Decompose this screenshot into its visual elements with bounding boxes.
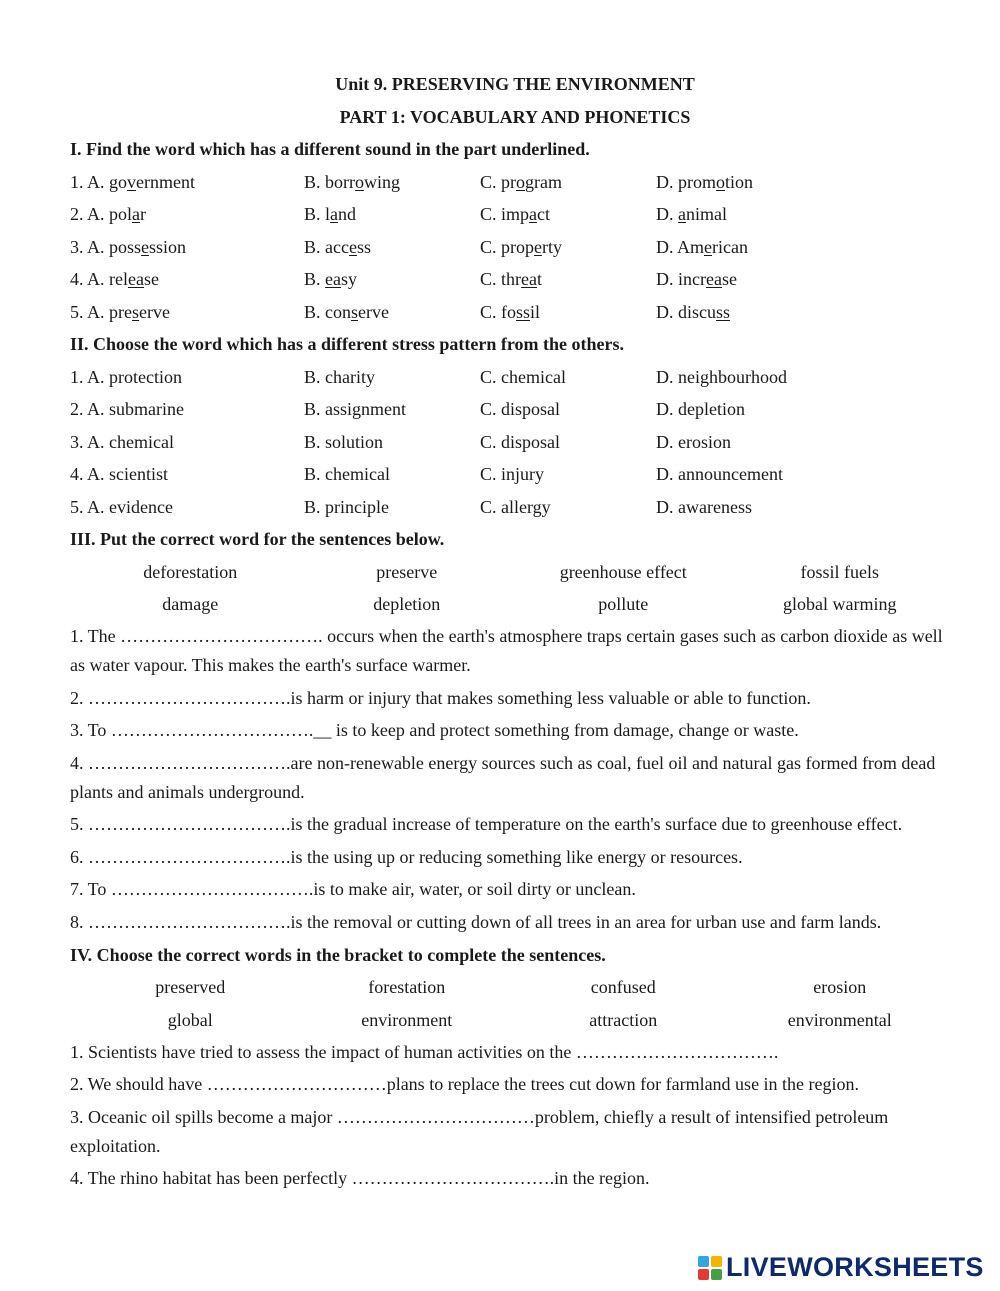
answer-option[interactable] <box>480 263 656 296</box>
option-text: B. acc <box>304 236 349 257</box>
answer-option[interactable]: 3. A. chemical <box>70 431 174 452</box>
logo-squares-icon <box>698 1256 722 1280</box>
answer-option[interactable]: D. announcement <box>656 464 783 484</box>
option-text: tion <box>725 171 754 192</box>
underlined-part: o <box>716 171 725 192</box>
section-3-word-bank <box>70 556 960 621</box>
answer-option[interactable]: 2. A. submarine <box>70 399 184 419</box>
fill-in-sentence[interactable]: 8. …………………………….is the removal or cutting down of all trees in an area for urban use and farm lands. <box>70 911 882 932</box>
word-bank-row <box>82 556 948 589</box>
answer-option[interactable] <box>70 198 304 231</box>
word-bank-row <box>82 1004 948 1037</box>
answer-option[interactable] <box>304 296 480 329</box>
liveworksheets-logo <box>698 1252 984 1283</box>
option-text: C. pr <box>480 171 516 192</box>
underlined-part: v <box>127 171 137 192</box>
answer-option[interactable]: B. principle <box>304 496 389 517</box>
fill-in-sentence[interactable]: 2. We should have …………………………plans to replace the trees cut down for farmland use in the region. <box>70 1074 860 1095</box>
word-bank-row <box>82 971 948 1004</box>
word-bank-item: preserve <box>376 561 438 582</box>
worksheet-title: Unit 9. PRESERVING THE ENVIRONMENT <box>335 74 695 94</box>
option-text: C. imp <box>480 204 530 224</box>
worksheet-subtitle: PART 1: VOCABULARY AND PHONETICS <box>339 106 691 127</box>
fill-in-sentence[interactable]: 4. The rhino habitat has been perfectly …………………………….in the region. <box>70 1168 650 1189</box>
fill-in-sentence[interactable]: 3. To …………………………….__ is to keep and protect something from damage, change or waste. <box>70 720 799 741</box>
option-text: D. Am <box>656 236 705 257</box>
section-4-word-bank <box>70 971 960 1036</box>
fill-in-sentence[interactable]: 7. To …………………………….is to make air, water, or soil dirty or unclean. <box>70 879 636 900</box>
option-text: ssion <box>149 236 187 257</box>
word-bank-item: fossil fuels <box>800 561 879 582</box>
underlined-part: e <box>534 236 542 257</box>
answer-option[interactable]: C. disposal <box>480 431 561 452</box>
underlined-part: e <box>141 236 150 257</box>
option-text: 2. A. pol <box>70 204 133 224</box>
word-bank-row <box>82 588 948 621</box>
word-bank-item: greenhouse effect <box>559 561 687 582</box>
option-text: ernment <box>136 171 195 192</box>
question-row <box>70 361 960 394</box>
option-text: B. con <box>304 301 351 322</box>
fill-in-sentence[interactable]: 5. …………………………….is the gradual increase of temperature on the earth's surface due to greenhouse effect. <box>70 814 903 835</box>
answer-option[interactable] <box>656 263 960 296</box>
underlined-part: a <box>678 204 686 224</box>
underlined-part: s <box>351 301 359 322</box>
option-text: il <box>530 301 541 322</box>
option-text: nimal <box>686 204 727 224</box>
section-2-questions <box>70 361 960 524</box>
option-text: D. <box>656 204 678 224</box>
underlined-part: ea <box>705 269 722 289</box>
answer-option[interactable] <box>656 231 960 264</box>
fill-in-sentence[interactable]: 1. The ……………………………. occurs when the earth's atmosphere traps certain gases such as carbon dioxide as well as water vapour. This makes the earth's surface warmer. <box>70 626 943 676</box>
word-bank-item: erosion <box>813 977 867 997</box>
option-text: C. prop <box>480 236 534 257</box>
fill-in-sentence[interactable]: 1. Scientists have tried to assess the impact of human activities on the ……………………………. <box>70 1041 779 1062</box>
section-4-heading: IV. Choose the correct words in the bracket to complete the sentences. <box>70 944 606 965</box>
question-row <box>70 296 960 329</box>
answer-option[interactable]: C. disposal <box>480 399 561 419</box>
answer-option[interactable] <box>480 166 656 199</box>
underlined-part: o <box>355 171 364 192</box>
answer-option[interactable]: D. awareness <box>656 496 752 517</box>
answer-option[interactable] <box>656 166 960 199</box>
question-row <box>70 458 960 491</box>
word-bank-item: preserved <box>155 977 226 997</box>
question-row <box>70 231 960 264</box>
fill-in-sentence[interactable]: 3. Oceanic oil spills become a major ……………………………problem, chiefly a result of intensified petroleum exploitation. <box>70 1106 889 1156</box>
answer-option[interactable]: B. charity <box>304 366 375 387</box>
answer-option[interactable]: D. erosion <box>656 431 731 452</box>
option-text: D. prom <box>656 171 716 192</box>
option-text: se <box>143 269 159 289</box>
option-text: wing <box>364 171 400 192</box>
answer-option[interactable]: C. chemical <box>480 366 566 387</box>
answer-option[interactable] <box>70 296 304 329</box>
answer-option[interactable]: D. depletion <box>656 399 745 419</box>
fill-in-sentence[interactable]: 2. …………………………….is harm or injury that makes something less valuable or able to function. <box>70 687 811 708</box>
underlined-part: ss <box>516 301 531 322</box>
section-1-heading: I. Find the word which has a different sound in the part underlined. <box>70 139 590 159</box>
fill-in-sentence[interactable]: 4. …………………………….are non-renewable energy sources such as coal, fuel oil and natural gas formed from dead plants and animals underground. <box>70 752 936 802</box>
answer-option[interactable]: B. chemical <box>304 464 390 484</box>
answer-option[interactable]: D. neighbourhood <box>656 366 787 387</box>
answer-option[interactable]: B. solution <box>304 431 384 452</box>
option-text: se <box>721 269 737 289</box>
logo-text: LIVEWORKSHEETS <box>726 1252 984 1282</box>
answer-option[interactable] <box>304 231 480 264</box>
question-row <box>70 393 960 426</box>
answer-option[interactable] <box>70 231 304 264</box>
answer-option[interactable] <box>480 198 656 231</box>
answer-option[interactable]: C. allergy <box>480 496 551 517</box>
fill-in-sentence[interactable]: 6. …………………………….is the using up or reducing something like energy or resources. <box>70 846 743 867</box>
answer-option[interactable]: 4. A. scientist <box>70 464 168 484</box>
underlined-part: ea <box>521 269 537 289</box>
answer-option[interactable] <box>480 231 656 264</box>
question-row <box>70 426 960 459</box>
option-text: gram <box>525 171 562 192</box>
option-text: 3. A. poss <box>70 236 142 257</box>
underlined-part: a <box>330 204 339 224</box>
answer-option[interactable] <box>70 263 304 296</box>
word-bank-item: environmental <box>787 1009 892 1030</box>
word-bank-item: confused <box>590 977 656 997</box>
underlined-part: s <box>132 301 140 322</box>
underlined-part: o <box>516 171 525 192</box>
option-text: rican <box>712 236 748 257</box>
word-bank-item: pollute <box>598 594 649 614</box>
option-text: rty <box>542 236 562 257</box>
option-text: D. incr <box>656 269 706 289</box>
section-3-heading: III. Put the correct word for the sentences below. <box>70 529 445 549</box>
option-text: ct <box>537 204 551 224</box>
answer-option[interactable]: B. assignment <box>304 399 406 419</box>
word-bank-item: deforestation <box>143 561 238 582</box>
underlined-part: ea <box>325 269 341 289</box>
answer-option[interactable] <box>304 198 480 231</box>
option-text: C. fo <box>480 301 516 322</box>
word-bank-item: forestation <box>368 977 446 997</box>
option-text: C. thr <box>480 269 522 289</box>
option-text: erve <box>139 301 170 322</box>
answer-option[interactable] <box>656 198 960 231</box>
answer-option[interactable]: C. injury <box>480 464 545 484</box>
section-2-heading: II. Choose the word which has a different stress pattern from the others. <box>70 334 624 354</box>
question-row <box>70 263 960 296</box>
underlined-part: e <box>348 236 357 257</box>
underlined-part: e <box>704 236 713 257</box>
answer-option[interactable] <box>656 296 960 329</box>
word-bank-item: environment <box>361 1009 453 1030</box>
answer-option[interactable]: 5. A. evidence <box>70 496 173 517</box>
option-text: nd <box>338 204 357 224</box>
option-text: B. <box>304 269 326 289</box>
question-row <box>70 198 960 231</box>
section-3-sentences <box>70 621 960 939</box>
underlined-part: a <box>529 204 538 224</box>
question-row <box>70 166 960 199</box>
option-text: 1. A. go <box>70 171 128 192</box>
section-4-sentences <box>70 1036 960 1195</box>
option-text: sy <box>341 269 358 289</box>
answer-option[interactable] <box>70 166 304 199</box>
answer-option[interactable] <box>304 166 480 199</box>
option-text: erve <box>358 301 389 322</box>
option-text: D. discu <box>656 301 716 322</box>
option-text: r <box>140 204 147 224</box>
option-text: B. l <box>304 204 331 224</box>
word-bank-item: attraction <box>589 1009 658 1030</box>
word-bank-item: damage <box>162 594 219 614</box>
underlined-part: ea <box>128 269 144 289</box>
option-text: 4. A. rel <box>70 269 128 289</box>
option-text: t <box>537 269 543 289</box>
option-text: ss <box>356 236 371 257</box>
option-text: B. borr <box>304 171 355 192</box>
answer-option[interactable] <box>304 263 480 296</box>
word-bank-item: global <box>167 1009 213 1030</box>
answer-option[interactable] <box>480 296 656 329</box>
answer-option[interactable]: 1. A. protection <box>70 366 182 387</box>
underlined-part: a <box>132 204 141 224</box>
section-1-questions <box>70 166 960 329</box>
word-bank-item: global warming <box>783 594 897 614</box>
word-bank-item: depletion <box>373 594 441 614</box>
underlined-part: ss <box>716 301 731 322</box>
option-text: 5. A. pre <box>70 301 132 322</box>
question-row <box>70 491 960 524</box>
worksheet-page <box>70 68 960 1195</box>
